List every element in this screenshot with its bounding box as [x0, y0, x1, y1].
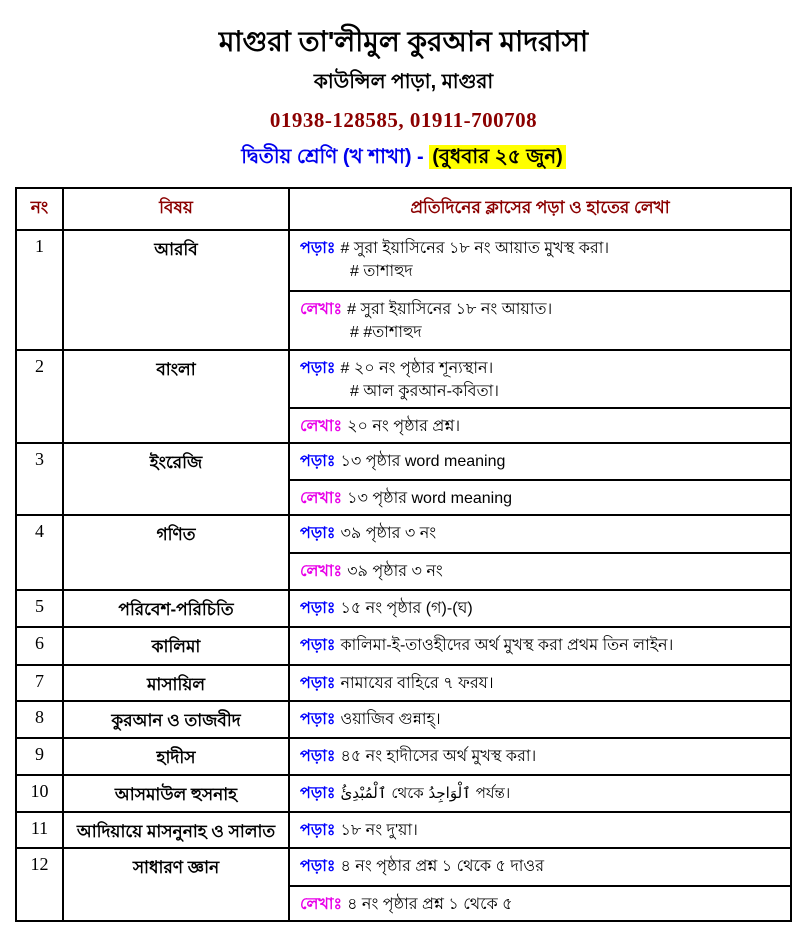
col-header-no: নং: [17, 189, 64, 229]
document-header: [0, 0, 807, 175]
pora-section: [290, 666, 790, 695]
lekha-section: [290, 885, 790, 920]
pora-section: [290, 776, 790, 805]
pora-section: [290, 739, 790, 768]
lekha-label: লেখাঃ: [300, 562, 343, 580]
table-row: [17, 737, 790, 774]
class-section-label: দ্বিতীয় শ্রেণি (খ শাখা): [241, 146, 412, 168]
lekha-text: # সুরা ইয়াসিনের ১৮ নং আয়াত।: [347, 300, 553, 318]
pora-label: পড়াঃ: [300, 785, 336, 802]
class-line: [0, 142, 807, 175]
lekha-section: [290, 290, 790, 349]
pora-label: পড়াঃ: [300, 822, 336, 839]
col-header-content: প্রতিদিনের ক্লাসের পড়া ও হাতের লেখা: [410, 198, 670, 217]
row-number: 3: [17, 444, 64, 514]
pora-section: [290, 516, 790, 552]
pora-section: [290, 351, 790, 407]
table-row: [17, 229, 790, 349]
table-row: [17, 442, 790, 514]
lekha-label: লেখাঃ: [300, 489, 343, 507]
pora-section: [290, 628, 790, 657]
pora-section: [290, 813, 790, 842]
subject-name: হাদীস: [64, 739, 290, 774]
table-row: [17, 664, 790, 700]
pora-text: ১৮ নং দু'য়া।: [340, 822, 418, 839]
pora-text: কালিমা-ই-তাওহীদের অর্থ মুখস্থ করা প্রথম তিন লাইন।: [340, 637, 674, 654]
pora-label: পড়াঃ: [300, 600, 336, 617]
pora-text: ৪ নং পৃষ্ঠার প্রশ্ন ১ থেকে ৫ দাওর: [340, 858, 545, 875]
madrasa-title: মাগুরা তা'লীমুল কুরআন মাদরাসা: [218, 26, 589, 57]
row-number: 6: [17, 628, 64, 664]
row-number: 4: [17, 516, 64, 589]
pora-text: ১৩ পৃষ্ঠার word meaning: [340, 453, 506, 470]
table-row: [17, 349, 790, 442]
lekha-text-line2: # #তাশাহুদ: [350, 323, 422, 341]
subject-name: কুরআন ও তাজবীদ: [64, 702, 290, 737]
lekha-label: লেখাঃ: [300, 417, 343, 435]
row-number: 2: [17, 351, 64, 442]
subject-name: আসমাউল হুসনাহ: [64, 776, 290, 811]
pora-text: ৪৫ নং হাদীসের অর্থ মুখস্থ করা।: [340, 748, 537, 765]
subject-name: বাংলা: [64, 351, 290, 442]
pora-text: ১৫ নং পৃষ্ঠার (গ)-(ঘ): [340, 600, 473, 617]
table-row: [17, 626, 790, 664]
pora-label: পড়াঃ: [300, 525, 336, 542]
pora-label: পড়াঃ: [300, 360, 336, 377]
date-highlight: (বুধবার ২৫ জুন): [429, 145, 566, 169]
pora-label: পড়াঃ: [300, 675, 336, 692]
subject-name: আরবি: [64, 231, 290, 349]
row-number: 10: [17, 776, 64, 811]
lesson-table: [15, 187, 792, 922]
lekha-text: ৩৯ পৃষ্ঠার ৩ নং: [347, 562, 443, 580]
pora-label: পড়াঃ: [300, 453, 336, 470]
row-number: 12: [17, 849, 64, 920]
lekha-text: ৪ নং পৃষ্ঠার প্রশ্ন ১ থেকে ৫: [347, 895, 513, 913]
madrasa-address: কাউন্সিল পাড়া, মাগুরা: [313, 71, 494, 93]
pora-text: # ২০ নং পৃষ্ঠার শূন্যস্থান।: [340, 360, 494, 377]
row-number: 5: [17, 591, 64, 626]
subject-name: কালিমা: [64, 628, 290, 664]
row-number: 1: [17, 231, 64, 349]
row-number: 11: [17, 813, 64, 847]
pora-section: [290, 591, 790, 620]
table-row: [17, 847, 790, 920]
pora-section: [290, 849, 790, 885]
col-header-subject: বিষয়: [64, 189, 290, 229]
subject-name: সাধারণ জ্ঞান: [64, 849, 290, 920]
lekha-label: লেখাঃ: [300, 895, 343, 913]
table-header-row: [17, 189, 790, 229]
row-number: 9: [17, 739, 64, 774]
lekha-label: লেখাঃ: [300, 300, 343, 318]
subject-name: পরিবেশ-পরিচিতি: [64, 591, 290, 626]
subject-name: আদিয়ায়ে মাসনুনাহ ও সালাত: [64, 813, 290, 847]
pora-section: [290, 702, 790, 731]
subject-name: মাসায়িল: [64, 666, 290, 700]
pora-text: ৩৯ পৃষ্ঠার ৩ নং: [340, 525, 437, 542]
pora-text: নামাযের বাহিরে ৭ ফরয।: [340, 675, 494, 692]
pora-label: পড়াঃ: [300, 240, 336, 257]
pora-label: পড়াঃ: [300, 858, 336, 875]
pora-text-line2: # আল কুরআন-কবিতা।: [350, 383, 499, 400]
lekha-section: [290, 479, 790, 514]
pora-label: পড়াঃ: [300, 748, 336, 765]
pora-text-line2: # তাশাহুদ: [350, 263, 413, 280]
table-row: [17, 700, 790, 737]
pora-section: [290, 231, 790, 290]
table-row: [17, 811, 790, 847]
row-number: 7: [17, 666, 64, 700]
phone-numbers: 01938-128585, 01911-700708: [269, 108, 538, 132]
pora-label: পড়াঃ: [300, 637, 336, 654]
pora-section: [290, 444, 790, 479]
pora-text-arabic: ٱلْمُبْدِئُ থেকে ٱلْوَاجِدُ পর্যন্ত।: [340, 784, 511, 802]
table-row: [17, 589, 790, 626]
lekha-section: [290, 552, 790, 589]
table-row: [17, 514, 790, 589]
row-number: 8: [17, 702, 64, 737]
pora-text: # সুরা ইয়াসিনের ১৮ নং আয়াত মুখস্থ করা।: [340, 240, 610, 257]
pora-text: ওয়াজিব গুন্নাহ্।: [340, 711, 441, 728]
separator: -: [411, 146, 430, 168]
subject-name: গণিত: [64, 516, 290, 589]
table-row: [17, 774, 790, 811]
subject-name: ইংরেজি: [64, 444, 290, 514]
lekha-section: [290, 407, 790, 442]
pora-label: পড়াঃ: [300, 711, 336, 728]
lekha-text: ১৩ পৃষ্ঠার word meaning: [347, 489, 512, 507]
lekha-text: ২০ নং পৃষ্ঠার প্রশ্ন।: [347, 417, 461, 435]
